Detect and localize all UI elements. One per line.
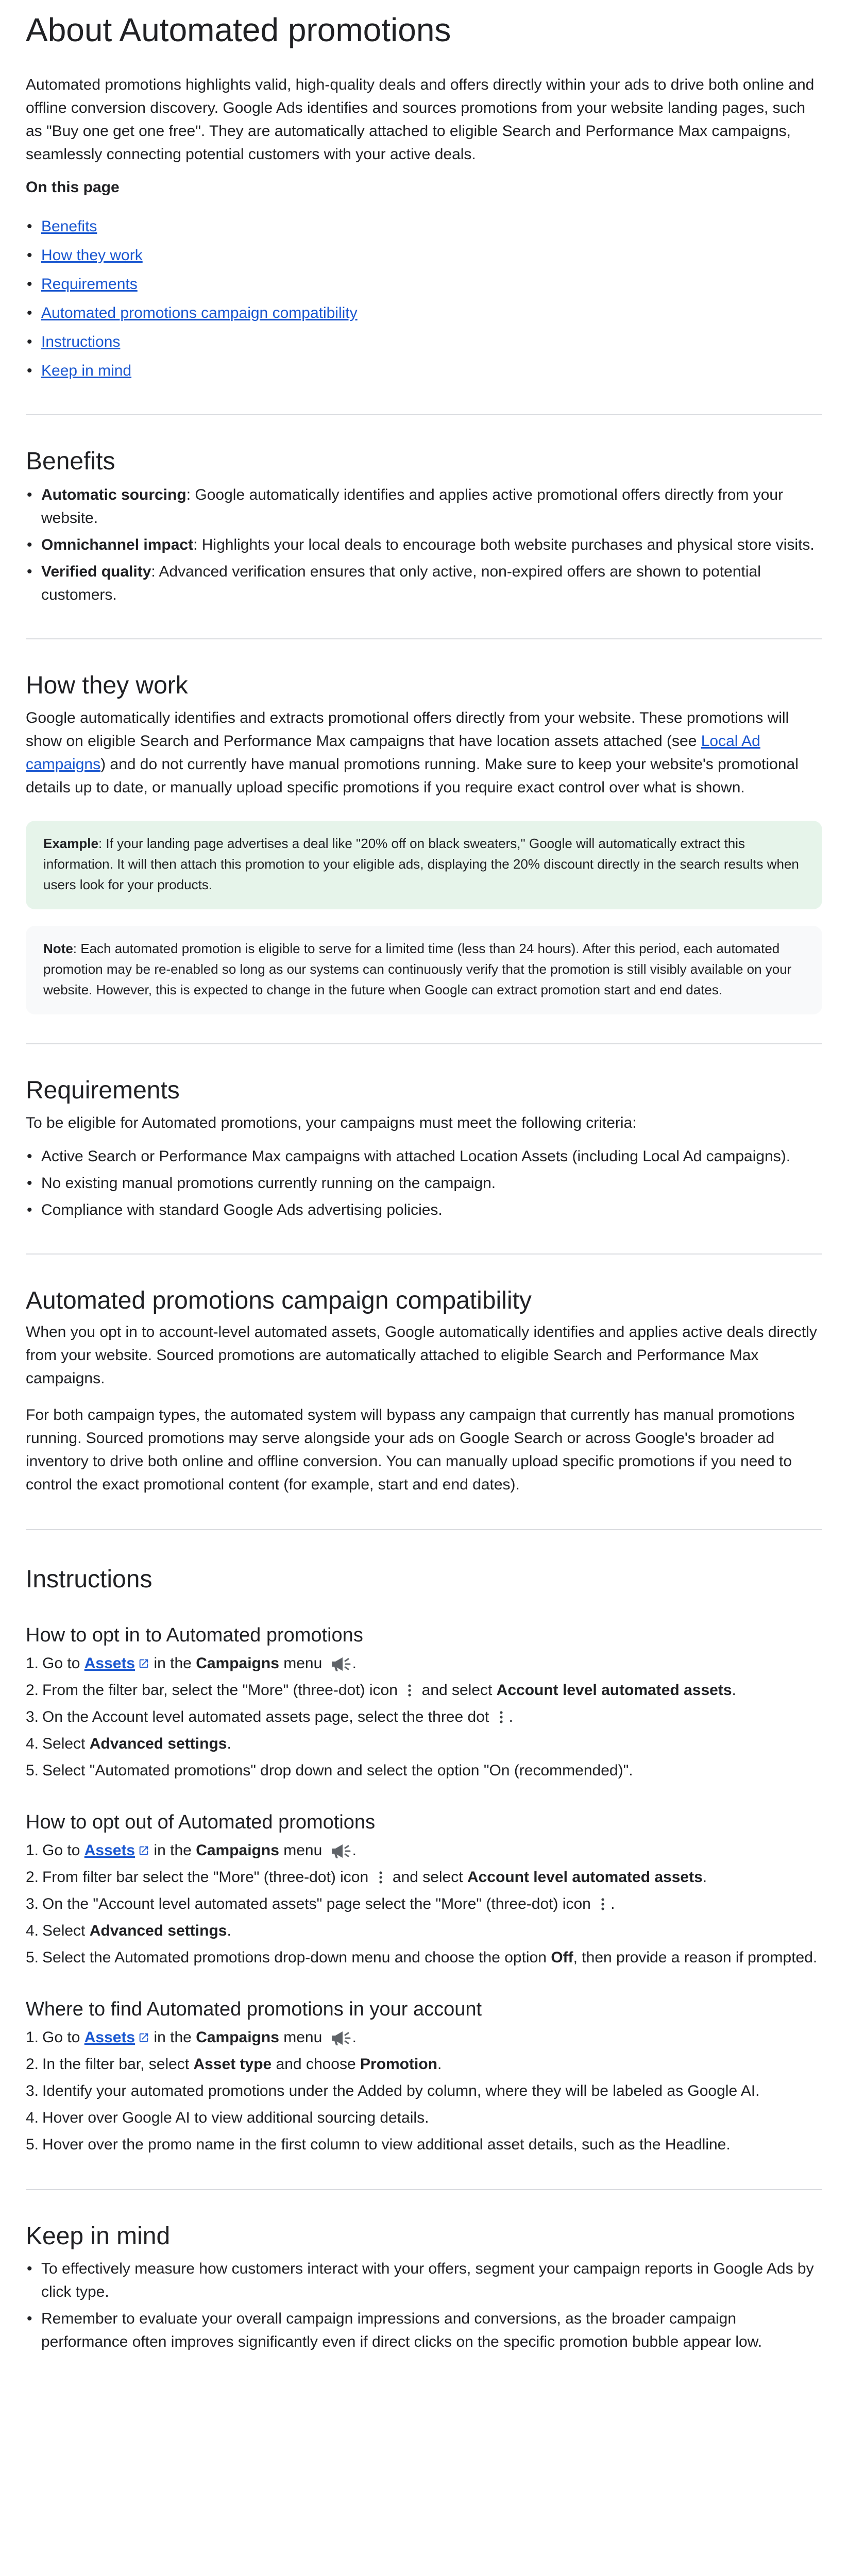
step-text: Hover over the promo name in the first column to view additional asset details, such as the Headline.	[42, 2136, 731, 2153]
step-item	[26, 1732, 822, 1755]
three-dot-more-icon	[377, 1870, 384, 1885]
step-item	[26, 2106, 822, 2129]
requirements-list	[26, 1145, 822, 1222]
step-text: Hover over Google AI to view additional sourcing details.	[42, 2109, 429, 2126]
on-this-page	[26, 177, 822, 385]
megaphone-icon	[330, 1842, 352, 1860]
compatibility-heading: Automated promotions campaign compatibility	[26, 1287, 532, 1314]
benefit-text: : Highlights your local deals to encourage both website purchases and physical store visits.	[193, 536, 815, 553]
keep-in-mind-list	[26, 2257, 822, 2353]
list-item	[26, 533, 822, 556]
benefits-list	[26, 483, 822, 606]
step-text: in the	[149, 2029, 196, 2046]
benefits-heading: Benefits	[26, 448, 115, 475]
step-number: 4.	[26, 2109, 39, 2126]
paragraph-text: Google automatically identifies and extracts promotional offers directly from your website. These promotions will show on eligible Search and Performance Max campaigns that have location assets attached (see	[26, 709, 789, 750]
paragraph-text: ) and do not currently have manual promotions running. Make sure to keep your website's promotional details up to date, or manually upload specific promotions if you require exact control over what is shown.	[26, 756, 799, 796]
note-text: : Each automated promotion is eligible to serve for a limited time (less than 24 hours). After this period, each automated promotion may be re-enabled so long as our systems can continuously verify that the promotion is still visibly available on your website. However, this is expected to change in the future when Google can extract promotion start and end dates.	[43, 941, 792, 997]
opt-in-heading: How to opt in to Automated promotions	[26, 1624, 363, 1646]
step-text: .	[610, 1895, 615, 1912]
step-text: .	[702, 1869, 707, 1886]
find-heading: Where to find Automated promotions in your account	[26, 1998, 482, 2020]
toc-item	[26, 212, 822, 241]
step-item	[26, 1919, 822, 1942]
three-dot-more-icon	[599, 1896, 606, 1912]
benefit-text: : Google automatically identifies and applies active promotional offers directly from your website.	[41, 486, 784, 527]
requirements-section	[26, 1074, 822, 1222]
step-text: menu	[279, 1842, 327, 1859]
opt-out-steps	[26, 1839, 822, 1969]
list-item: • Active Search or Performance Max campaigns with attached Location Assets (including Local Ad campaigns).	[26, 1145, 822, 1168]
campaigns-menu-label: Campaigns	[196, 1842, 279, 1859]
opt-out-heading: How to opt out of Automated promotions	[26, 1811, 376, 1833]
step-text: From the filter bar, select the "More" (three-dot) icon	[42, 1682, 402, 1699]
instructions-heading: Instructions	[26, 1566, 152, 1593]
list-item	[26, 483, 822, 530]
note-callout	[26, 926, 822, 1014]
step-text: On the Account level automated assets page, select the three dot	[42, 1708, 494, 1725]
step-text: and choose	[272, 2056, 361, 2073]
step-text: .	[227, 1922, 231, 1939]
step-text: Identify your automated promotions under the Added by column, where they will be labeled as Google AI.	[42, 2082, 760, 2099]
toc-item	[26, 270, 822, 299]
toc-link-instructions[interactable]: Instructions	[41, 333, 121, 350]
step-text: Go to	[42, 1842, 84, 1859]
step-number: 3.	[26, 1708, 39, 1725]
step-text: .	[508, 1708, 513, 1725]
step-text: Select	[42, 1735, 90, 1752]
section-divider	[26, 1253, 822, 1255]
benefit-text: : Advanced verification ensures that only active, non-expired offers are shown to potential customers.	[41, 563, 761, 603]
step-item	[26, 1759, 822, 1782]
benefit-label: Omnichannel impact	[41, 536, 194, 553]
example-text: : If your landing page advertises a deal like "20% off on black sweaters," Google will automatically extract this information. It will then attach this promotion to your eligible ads, displaying the 20% discount directly in the search results when users look for your products.	[43, 836, 799, 892]
step-number: 5.	[26, 1762, 39, 1779]
step-item	[26, 2133, 822, 2156]
keep-in-mind-heading: Keep in mind	[26, 2223, 171, 2250]
step-text: From filter bar select the "More" (three-dot) icon	[42, 1869, 373, 1886]
list-item: • No existing manual promotions currently running on the campaign.	[26, 1172, 822, 1195]
find-steps	[26, 2026, 822, 2156]
list-item: • Remember to evaluate your overall campaign impressions and conversions, as the broader campaign performance often improves significantly even if direct clicks on the specific promotion bubble appear low.	[26, 2307, 822, 2353]
requirements-intro: To be eligible for Automated promotions, your campaigns must meet the following criteria:	[26, 1114, 637, 1131]
step-item	[26, 1679, 822, 1702]
article	[0, 9, 848, 2353]
step-item	[26, 1866, 822, 1889]
step-number: 2.	[26, 2056, 39, 2073]
intro-paragraph: Automated promotions highlights valid, high-quality deals and offers directly within your ads to drive both online and offline conversion discovery. Google Ads identifies and sources promotions from your website landing pages, such as "Buy one get one free". They are automatically attached to eligible Search and Performance Max campaigns, seamlessly connecting potential customers with your active deals.	[26, 76, 815, 163]
step-number: 3.	[26, 2082, 39, 2099]
list-item	[26, 560, 822, 606]
benefit-label: Verified quality	[41, 563, 151, 580]
section-divider	[26, 638, 822, 639]
step-number: 4.	[26, 1735, 39, 1752]
step-number: 5.	[26, 1949, 39, 1966]
step-text: .	[437, 2056, 442, 2073]
step-text: menu	[279, 2029, 327, 2046]
compatibility-section	[26, 1284, 822, 1496]
section-divider	[26, 1529, 822, 1530]
step-number: 5.	[26, 2136, 39, 2153]
example-callout	[26, 821, 822, 909]
step-text: Select the Automated promotions drop-down menu and choose the option	[42, 1949, 551, 1966]
step-number: 1.	[26, 1655, 39, 1672]
three-dot-more-icon	[406, 1683, 413, 1698]
section-divider	[26, 414, 822, 415]
step-item: 1. Go to Assets in the Campaigns menu .	[26, 1839, 822, 1862]
opt-in-steps	[26, 1652, 822, 1782]
step-item	[26, 1892, 822, 1916]
step-number: 2.	[26, 1682, 39, 1699]
step-bold: Account level automated assets	[467, 1869, 703, 1886]
megaphone-icon	[330, 2029, 352, 2047]
step-text: On the "Account level automated assets" page select the "More" (three-dot) icon	[42, 1895, 596, 1912]
toc-title: On this page	[26, 179, 120, 196]
page-title: About Automated promotions	[26, 11, 451, 48]
toc-list	[26, 212, 822, 385]
toc-item	[26, 328, 822, 357]
three-dot-more-icon	[498, 1709, 505, 1725]
step-text: In the filter bar, select	[42, 2056, 194, 2073]
how-they-work-paragraph	[26, 706, 822, 799]
instructions-section	[26, 1563, 822, 2156]
step-bold: Off	[551, 1949, 573, 1966]
step-item: 1. Go to Assets in the Campaigns menu .	[26, 1652, 822, 1675]
step-text: .	[732, 1682, 736, 1699]
local-ad-campaigns-link[interactable]: Local Ad campaigns	[26, 733, 760, 773]
compatibility-paragraph-2: For both campaign types, the automated system will bypass any campaign that currently has manual promotions running. Sourced promotions may serve alongside your ads on Google Search or across Google's broader ad inventory to drive both online and offline conversion. You can manually upload specific promotions if you need to control the exact promotional content (for example, start and end dates).	[26, 1406, 795, 1493]
step-text: in the	[149, 1655, 196, 1672]
how-they-work-section	[26, 669, 822, 1014]
section-divider	[26, 2189, 822, 2190]
step-text: , then provide a reason if prompted.	[573, 1949, 818, 1966]
compatibility-paragraph-1: When you opt in to account-level automated assets, Google automatically identifies and applies active deals directly from your website. Sourced promotions are automatically attached to eligible Search and Performance Max campaigns.	[26, 1324, 817, 1387]
step-text: Go to	[42, 2029, 84, 2046]
list-item: • To effectively measure how customers interact with your offers, segment your campaign reports in Google Ads by click type.	[26, 2257, 822, 2303]
toc-link-requirements[interactable]: Requirements	[41, 276, 138, 293]
requirements-heading: Requirements	[26, 1077, 180, 1104]
step-item	[26, 1946, 822, 1969]
step-text: in the	[149, 1842, 196, 1859]
external-link-icon[interactable]	[138, 1845, 149, 1856]
step-item	[26, 2079, 822, 2103]
step-number: 4.	[26, 1922, 39, 1939]
step-number: 3.	[26, 1895, 39, 1912]
keep-in-mind-section	[26, 2220, 822, 2353]
step-item	[26, 2053, 822, 2076]
toc-item	[26, 357, 822, 385]
step-item: 1. Go to Assets in the Campaigns menu .	[26, 2026, 822, 2049]
benefits-section	[26, 445, 822, 606]
assets-link[interactable]: Assets	[84, 1842, 135, 1859]
step-text: and select	[388, 1869, 467, 1886]
toc-link-benefits[interactable]: Benefits	[41, 218, 97, 235]
step-number: 2.	[26, 1869, 39, 1886]
assets-link[interactable]: Assets	[84, 2029, 135, 2046]
toc-item	[26, 299, 822, 328]
step-text: Go to	[42, 1655, 84, 1672]
external-link-icon[interactable]	[138, 1658, 149, 1669]
toc-link-how-they-work[interactable]: How they work	[41, 247, 143, 264]
step-bold: Account level automated assets	[496, 1682, 732, 1699]
toc-item	[26, 241, 822, 270]
step-bold: Advanced settings	[89, 1922, 227, 1939]
step-text: .	[227, 1735, 231, 1752]
external-link-icon[interactable]	[138, 2032, 149, 2043]
toc-link-keep-in-mind[interactable]: Keep in mind	[41, 362, 132, 379]
step-bold: Asset type	[193, 2056, 272, 2073]
step-text: Select	[42, 1922, 90, 1939]
list-item: • Compliance with standard Google Ads advertising policies.	[26, 1198, 822, 1222]
how-they-work-heading: How they work	[26, 672, 188, 699]
step-text: and select	[417, 1682, 497, 1699]
note-label: Note	[43, 941, 73, 956]
step-bold: Advanced settings	[89, 1735, 227, 1752]
section-divider	[26, 1043, 822, 1044]
campaigns-menu-label: Campaigns	[196, 1655, 279, 1672]
step-text: Select "Automated promotions" drop down and select the option "On (recommended)".	[42, 1762, 633, 1779]
toc-link-compatibility[interactable]: Automated promotions campaign compatibility	[41, 304, 358, 321]
step-number: 1.	[26, 1842, 39, 1859]
campaigns-menu-label: Campaigns	[196, 2029, 279, 2046]
benefit-label: Automatic sourcing	[41, 486, 186, 503]
step-number: 1.	[26, 2029, 39, 2046]
assets-link[interactable]: Assets	[84, 1655, 135, 1672]
step-item	[26, 1705, 822, 1728]
step-text: menu	[279, 1655, 327, 1672]
megaphone-icon	[330, 1655, 352, 1673]
example-label: Example	[43, 836, 98, 851]
step-bold: Promotion	[360, 2056, 438, 2073]
